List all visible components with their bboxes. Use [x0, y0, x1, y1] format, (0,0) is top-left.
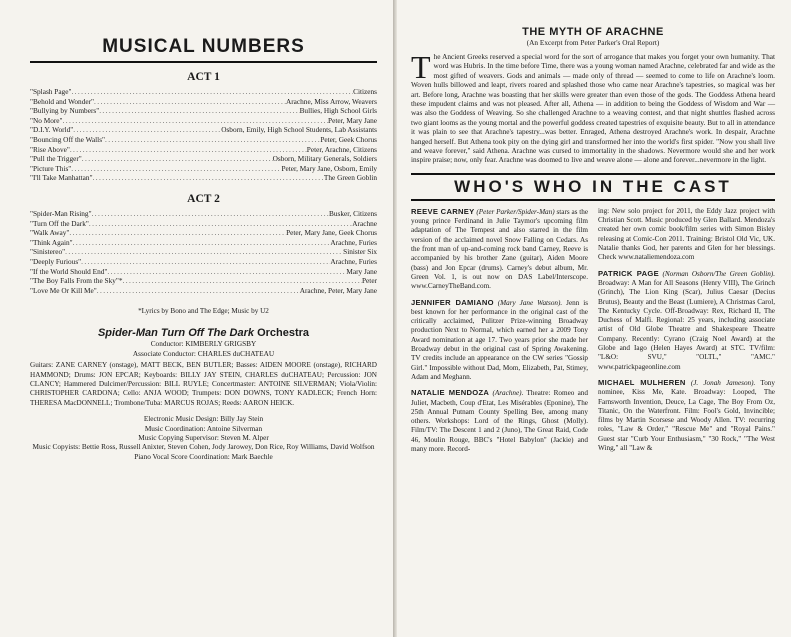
song-row	[30, 154, 377, 164]
song-row	[30, 228, 377, 238]
song-row	[30, 276, 377, 286]
song-row	[30, 219, 377, 229]
cast-bio-text: Theatre: Romeo and Juliet, Macbeth, Coup d'Etat, Les Misérables (Eponine), The 25th Annual Putnam County Spelling Bee, among many others. Workshops: Lord of the Rings, Ghost (Molly). Film/TV: The Descent 1 and 2 (Juno), The Great Raid, Code 46, Moulin Rouge, BBC's "Hotel Babylon" (Jackie) and many more. Record-	[411, 389, 588, 453]
myth-subtitle: (An Excerpt from Peter Parker's Oral Report)	[526, 38, 660, 47]
song-title: "Think Again"	[30, 237, 73, 247]
right-page	[397, 0, 791, 637]
song-performers: Arachne	[352, 218, 377, 228]
leader-dots	[71, 164, 281, 174]
song-row	[30, 106, 377, 116]
cast-role: (Norman Osborn/The Green Goblin).	[662, 269, 775, 278]
cast-bio	[411, 298, 588, 383]
orchestra-title-show: Spider-Man Turn Off The Dark	[97, 327, 255, 340]
song-title: "Picture This"	[30, 163, 72, 173]
lyrics-footnote: *Lyrics by Bono and The Edge; Music by U2	[138, 307, 269, 316]
song-title: "The Boy Falls From the Sky"*	[30, 276, 123, 286]
song-performers: Citizens	[353, 87, 377, 96]
song-performers: Peter, Arachne, Citizens	[306, 144, 377, 154]
cast-name: NATALIE MENDOZA	[411, 388, 490, 398]
whos-who-title: WHO'S WHO IN THE CAST	[411, 173, 775, 201]
cast-bio-text: stars as the young prince Ferdinand in Julie Taymor's upcoming film adaptation of The Tempest and also starred in the film version of the acclaimed novel Snow Falling on Cedars. As the front man of up-and-coming rock band Carney, Reeve is accompanied by his brother Zane (guitar), Aiden Moore (bass) and Jon Epcar (drums). Carney's debut album, Mr. Green Vol. 1, is out now on DAS Label/Interscope. www.CarneyTheBand.com.	[411, 207, 589, 291]
act2-song-list	[30, 209, 377, 295]
cast-name: REEVE CARNEY	[411, 206, 475, 216]
leader-dots	[94, 97, 286, 107]
cast-name: PATRICK PAGE	[598, 268, 659, 278]
song-row	[30, 267, 377, 277]
music-credit-line: Piano Vocal Score Coordination: Mark Baechle	[134, 451, 273, 461]
song-performers: The Green Goblin	[323, 173, 377, 183]
song-performers: Arachne, Furies	[330, 256, 377, 266]
leader-dots	[65, 247, 343, 257]
song-title: "Walk Away"	[30, 228, 70, 238]
song-title: "Turn Off the Dark"	[30, 218, 89, 228]
cast-bio	[598, 378, 775, 453]
song-title: "Deeply Furious"	[30, 256, 82, 266]
song-title: "Sinistereo"	[30, 247, 66, 257]
act1-heading: ACT 1	[187, 71, 220, 83]
song-title: "Behold and Wonder"	[30, 96, 95, 106]
orchestra-associate: Associate Conductor: CHARLES duCHATEAU	[132, 348, 275, 358]
music-credits	[30, 414, 377, 461]
song-performers: Sinister Six	[343, 247, 377, 257]
song-performers: Bullies, High School Girls	[299, 106, 377, 116]
leader-dots	[93, 173, 324, 183]
song-row	[30, 87, 377, 97]
song-row	[30, 116, 377, 126]
orchestra-title-word: Orchestra	[254, 327, 310, 340]
song-title: "D.I.Y. World"	[30, 125, 74, 135]
song-row	[30, 164, 377, 174]
myth-dropcap: T	[411, 49, 431, 85]
left-page	[0, 0, 393, 637]
leader-dots	[71, 87, 353, 97]
song-title: "Rise Above"	[30, 144, 70, 154]
song-row	[30, 238, 377, 248]
song-row	[30, 209, 377, 219]
cast-bio	[598, 269, 775, 372]
cast-role: (Arachne).	[492, 389, 524, 398]
song-performers: Arachne, Furies	[330, 237, 377, 247]
song-row	[30, 257, 377, 267]
song-performers: Peter, Geek Chorus	[320, 134, 377, 144]
leader-dots	[73, 238, 331, 248]
leader-dots	[69, 228, 286, 238]
bio-columns	[411, 207, 775, 460]
cast-role: (Mary Jane Watson).	[497, 298, 563, 307]
music-credit-line: Electronic Music Design: Billy Jay Stein	[143, 414, 264, 424]
song-performers: Peter, Mary Jane, Osborn, Emily	[281, 163, 377, 173]
music-credit-line: Music Coordination: Antoine Silverman	[144, 423, 263, 433]
cast-bio-text: Jenn is best known for her performance in the original cast of the critically acclaimed, Pulitzer Prize-winning Broadway production Next to Normal, which earned her a 2009 Tony Award nomination at age 17. Two years prior she made her Broadway debut in the original cast of Spring Awakening. TV credits include an appearance on the CW series "Gossip Girl." Impossible without Dad, Mom, Elizabeth, Pat, Stimey, Adam and Meghann.	[411, 298, 589, 381]
song-title: "Splash Page"	[30, 87, 72, 96]
myth-text	[411, 49, 775, 165]
leader-dots	[73, 125, 221, 135]
leader-dots	[81, 257, 330, 267]
bio-column-left	[411, 207, 588, 460]
song-title: "Bullying by Numbers"	[30, 106, 100, 116]
cast-name: MICHAEL MULHEREN	[598, 377, 686, 387]
cast-role: (J. Jonah Jameson).	[690, 378, 756, 387]
music-credit-line: Music Copying Supervisor: Steven M. Alper	[138, 432, 269, 442]
song-row	[30, 247, 377, 257]
song-row	[30, 125, 377, 135]
leader-dots	[99, 106, 299, 116]
cast-bio	[411, 388, 588, 454]
leader-dots	[63, 116, 329, 126]
song-title: "Bouncing Off the Walls"	[30, 134, 106, 144]
song-row	[30, 286, 377, 296]
song-title: "Pull the Trigger"	[30, 154, 82, 164]
leader-dots	[70, 145, 307, 155]
cast-name: JENNIFER DAMIANO	[411, 297, 494, 307]
cast-bio	[598, 207, 775, 263]
song-performers: Peter, Mary Jane, Geek Chorus	[286, 228, 377, 238]
song-row	[30, 173, 377, 183]
song-title: "Love Me Or Kill Me"	[30, 285, 97, 295]
song-performers: Busker, Citizens	[329, 208, 377, 218]
myth-body: he Ancient Greeks reserved a special word for the sort of arrogance that makes you forget your own humanity. That word was Hubris. In the time before Time, there was a young woman named Arachne, celebrated far and wide as the most gifted of weavers. Gods and animals — made only of thread — seemed to come to life on Arachne's loom. Woven hulls billowed and leapt, rivers roared and splashed those who came near Arachne's tapestries, so magical was her art. Before long, Arachne was boasting that her skills were greater than even those of the gods. The Goddess Athena heard these impudent claims and was not pleased. After all, Athena — in addition to being the Goddess of Wisdom and War — was also the Goddess of Weaving. So she challenged Arachne to a weaving contest, and that night shuttles flashed across two giant looms as the young mortal and the powerful goddess created tapestries of exquisite beauty. But to all in attendance it was plain to see that Arachne's tapestry...was better. Enraged, Athena destroyed Arachne's work. In despair, Arachne hanged herself. But Athena took pity on the dying girl and transformed her into the world's first spider. "Now you shall live and weave forever," said Athena. Arachne was cursed to immortality in the shadows. Nevermore would she and her work inspire praise; now, only fear. Arachne was doomed to live and weave alone — alone and forever...nevermore in the light.	[411, 52, 775, 165]
cast-bio-text: ing: New solo project for 2011, the Eddy Jazz project with Christian Scott. Music produced by Glen Ballard. Mendoza's created her own comic book/film series with Simon Bisley releasing at Comic-Con 2011. Training: Bristol Old Vic, UK. Natalie thanks God, her parents and Glen for her blessings. Check www.nataliemendoza.com	[598, 206, 775, 262]
song-row	[30, 145, 377, 155]
song-title: "No More"	[30, 115, 63, 125]
orchestra-conductor: Conductor: KIMBERLY GRIGSBY	[150, 339, 257, 349]
song-row	[30, 135, 377, 145]
song-row	[30, 97, 377, 107]
song-performers: Arachne, Miss Arrow, Weavers	[285, 96, 377, 106]
leader-dots	[97, 286, 300, 296]
song-title: "If the World Should End"	[30, 266, 108, 276]
cast-bio-text: Tony nominee, Kiss Me, Kate. Broadway: Looped, The Farnsworth Invention, Deuce, La Cage, The Boy From Oz, Titanic, On the Waterfront. Film: Fool's Gold, Invincible; films by Martin Scorsese and Woody Allen. TV: recurring roles, "Law & Order," "Rescue Me" and "Royal Pains." Guest star "Curb Your Enthusiasm," "30 Rock," "The West Wing," all "Law &	[598, 378, 775, 452]
music-credit-line: Music Copyists: Bettie Ross, Russell Anixter, Steven Cohen, Jody Jarowey, Don Rice, Roy Williams, David Wolfson	[32, 442, 375, 452]
act1-song-list	[30, 87, 377, 183]
myth-title: THE MYTH OF ARACHNE	[522, 26, 664, 38]
orchestra-title	[30, 327, 377, 339]
song-performers: Osborn, Military Generals, Soldiers	[272, 154, 377, 164]
leader-dots	[89, 219, 352, 229]
leader-dots	[82, 154, 273, 164]
musical-numbers-title: MUSICAL NUMBERS	[30, 36, 377, 63]
leader-dots	[107, 267, 346, 277]
leader-dots	[92, 209, 329, 219]
cast-bio-text: Broadway: A Man for All Seasons (Henry VIII), The Grinch (Grinch), The Lion King (Scar), Julius Caesar (Decius Brutus), Beauty and the Beast (Lumiere), A Christmas Carol, The Kentucky Cycle. Off-Broadway: Rex, Richard II, The Duchess of Malfi. Regional: 25 years, including associate artist of Old Globe Theatre and Shakespeare Theatre Company. Recently: Cyrano (Craig Noel Award) at the Globe and Iago (Helen Hayes Award) at STC. TV/film: "L&O: SVU," "OLTL," "AMC." www.patrickpageonline.com	[598, 278, 775, 371]
song-performers: Osborn, Emily, High School Students, Lab Assistants	[221, 125, 377, 135]
act2-heading: ACT 2	[187, 192, 220, 205]
orchestra-players: Guitars: ZANE CARNEY (onstage), MATT BECK, BEN BUTLER; Basses: AIDEN MOORE (onstage), RICHARD HAMMOND; Drums: JON EPCAR; Keyboards: BILLY JAY STEIN, CHARLES duCHATEAU; Percussion: JON CLANCY; Hammered Dulcimer/Percussion: BILL RUYLE; Concertmaster: ANTOINE SILVERMAN; Viola/Violin: CHRISTOPHER CARDONA; Cello: ANJA WOOD; Trumpets: DON DOWNS, TONY KADLECK; French Horn: THERESA MacDONNELL; Trombone/Tuba: MARCUS ROJAS; Reeds: AARON HEICK.	[30, 361, 377, 407]
song-title: "I'll Take Manhattan"	[30, 173, 93, 183]
cast-bio	[411, 207, 588, 292]
song-performers: Peter, Mary Jane	[328, 115, 377, 125]
song-performers: Arachne, Peter, Mary Jane	[299, 285, 377, 295]
cast-role: (Peter Parker/Spider-Man)	[476, 207, 555, 216]
song-performers: Mary Jane	[346, 266, 377, 276]
bio-column-right	[598, 207, 775, 460]
song-title: "Spider-Man Rising"	[30, 208, 92, 218]
leader-dots	[105, 135, 320, 145]
song-performers: Peter	[362, 276, 377, 286]
leader-dots	[123, 276, 362, 286]
